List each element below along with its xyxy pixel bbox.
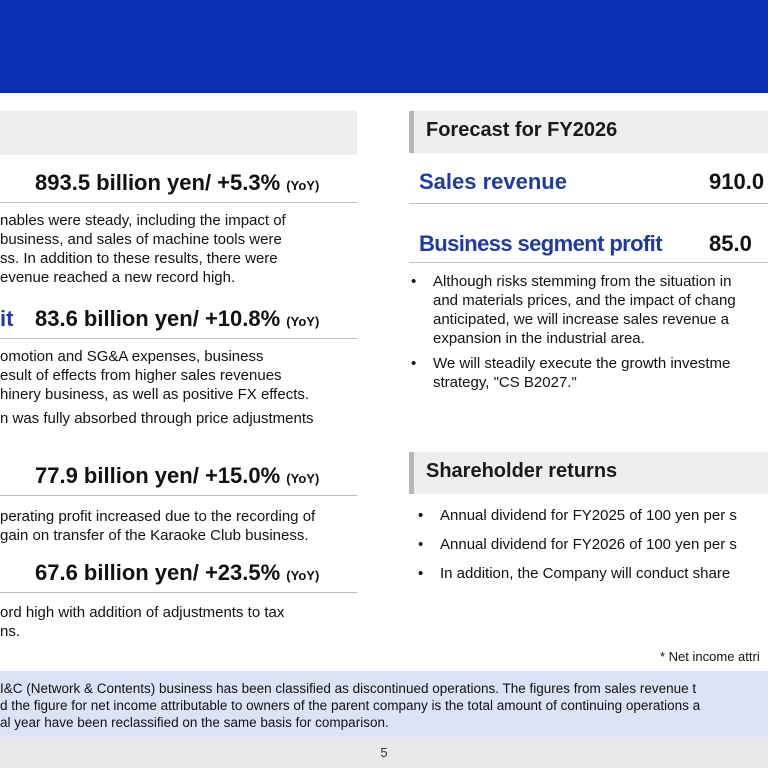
bullet-icon: • [418, 507, 424, 524]
text-line: ns. [0, 623, 21, 640]
forecast-bullets [411, 272, 736, 392]
net-income-footnote: * Net income attri [660, 649, 760, 664]
divider [0, 202, 357, 203]
divider [409, 262, 768, 263]
segment-profit-value [35, 306, 319, 332]
net-income-commentary [0, 603, 284, 641]
divider [0, 338, 357, 339]
note-line: I&C (Network & Contents) business has been classified as discontinued operations. The figures from sales revenue t [0, 681, 697, 696]
text-line: Annual dividend for FY2026 of 100 yen per s [440, 536, 737, 553]
bullet-icon: • [411, 355, 417, 372]
segment-profit-label: it [0, 306, 14, 331]
list-item [418, 535, 737, 554]
note-line: d the figure for net income attributable to owners of the parent company is the total amount of continuing operations a [0, 698, 701, 713]
text-line: esult of effects from higher sales revenues [0, 367, 282, 384]
divider [409, 203, 768, 204]
shareholder-bullets [418, 506, 737, 583]
header-banner [0, 0, 768, 93]
text-line: perating profit increased due to the recording of [0, 508, 316, 525]
operating-profit-amount: 77.9 billion yen/ +15.0% [35, 463, 281, 488]
bullet-icon: • [411, 273, 417, 290]
text-line: expansion in the industrial area. [433, 330, 645, 347]
forecast-title: Forecast for FY2026 [426, 119, 618, 141]
list-item [418, 506, 737, 525]
text-line: omotion and SG&A expenses, business [0, 348, 264, 365]
divider [0, 592, 357, 593]
text-line: Annual dividend for FY2025 of 100 yen per s [440, 507, 737, 524]
sales-revenue-amount: 893.5 billion yen/ +5.3% [35, 170, 281, 195]
text-line: ord high with addition of adjustments to tax [0, 604, 285, 621]
list-item [418, 564, 737, 583]
text-line: nables were steady, including the impact of [0, 212, 286, 229]
text-line: Although risks stemming from the situation in [433, 273, 732, 290]
forecast-segment-value: 85.0 [709, 231, 752, 256]
yoy-label: (YoY) [286, 568, 320, 583]
segment-profit-amount: 83.6 billion yen/ +10.8% [35, 306, 281, 331]
yoy-label: (YoY) [286, 471, 320, 486]
shareholder-section-header [409, 452, 768, 494]
segment-profit-row [0, 306, 13, 332]
segment-profit-commentary [0, 347, 314, 428]
operating-profit-value [35, 463, 319, 489]
text-line: gain on transfer of the Karaoke Club business. [0, 527, 309, 544]
text-line: In addition, the Company will conduct share [440, 565, 731, 582]
forecast-segment-label: Business segment profit [419, 231, 662, 256]
sales-revenue-commentary [0, 211, 286, 287]
text-line: We will steadily execute the growth investme [433, 355, 731, 372]
sales-revenue-value [35, 170, 319, 196]
text-line: and materials prices, and the impact of chang [433, 292, 736, 309]
text-line: evenue reached a new record high. [0, 269, 236, 286]
forecast-section-header [409, 111, 768, 153]
text-line: n was fully absorbed through price adjustments [0, 410, 314, 427]
yoy-label: (YoY) [286, 178, 320, 193]
list-item [411, 354, 736, 392]
forecast-sales-value: 910.0 [709, 169, 765, 194]
text-line: hinery business, as well as positive FX effects. [0, 386, 310, 403]
yoy-label: (YoY) [286, 314, 320, 329]
shareholder-title: Shareholder returns [426, 460, 618, 482]
note-line: al year have been reclassified on the same basis for comparison. [0, 715, 389, 730]
text-line: business, and sales of machine tools were [0, 231, 282, 248]
discontinued-operations-note [0, 671, 768, 737]
net-income-value [35, 560, 319, 586]
divider [0, 495, 357, 496]
operating-profit-commentary [0, 507, 315, 545]
text-line: anticipated, we will increase sales revenue a [433, 311, 729, 328]
text-line: strategy, "CS B2027." [433, 374, 577, 391]
text-line: ss. In addition to these results, there were [0, 250, 278, 267]
bullet-icon: • [418, 536, 424, 553]
page-footer [0, 737, 768, 768]
page-number: 5 [380, 745, 388, 760]
net-income-amount: 67.6 billion yen/ +23.5% [35, 560, 281, 585]
bullet-icon: • [418, 565, 424, 582]
forecast-sales-label: Sales revenue [419, 169, 567, 194]
left-section-header [0, 111, 357, 155]
list-item [411, 272, 736, 348]
